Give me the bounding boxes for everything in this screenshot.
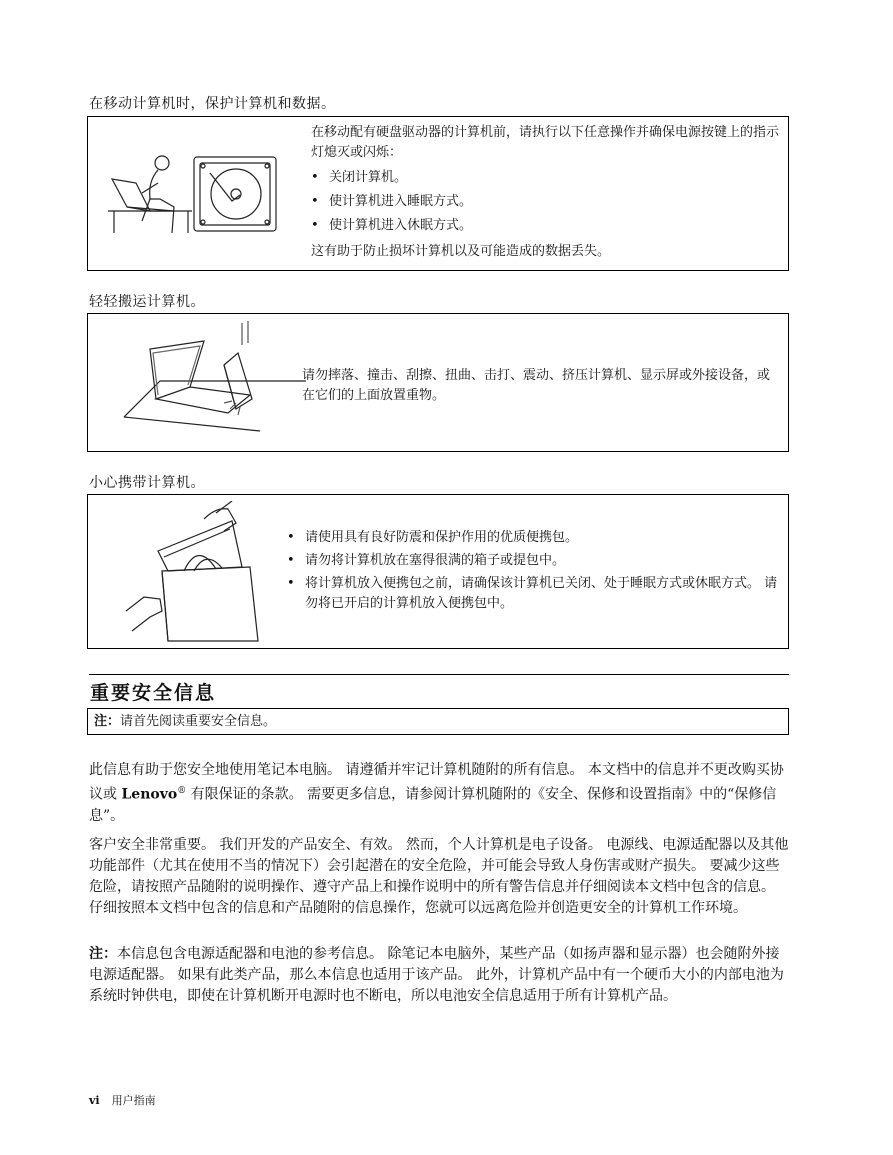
page-number: vi	[89, 1094, 100, 1107]
section-heading-carry: 小心携带计算机。	[89, 475, 205, 491]
para2-text: 客户安全非常重要。 我们开发的产品安全、有效。 然而，个人计算机是电子设备。 电源线、电源适配器以及其他功能部件（尤其在使用不当的情况下）会引起潜在的安全危险，并可能会导致人身伤害或财产损失。 要减少这些危险，请按照产品随附的说明操作、遵守产品上和操作说明中的所有警告信息并仔细阅读本文档中包含的信息。 仔细按照本文档中包含的信息和产品随附的信息操作，您就可以远离危险并创造更安全的计算机工作环境。	[89, 837, 789, 916]
para1-text-b: 有限保证的条款。 需要更多信息，请参阅计算机随附的《安全、保修和设置指南》中的“保修信息”。	[89, 786, 777, 824]
safety-paragraph-1	[89, 760, 791, 827]
safety-paragraph-2	[89, 835, 791, 919]
laptop-impact-illustration	[120, 319, 310, 444]
carry-bullet: • 请使用具有良好防震和保护作用的优质便携包。	[287, 528, 781, 548]
move-safety-box	[87, 116, 789, 271]
brand-name: Lenovo	[121, 786, 178, 803]
para3-text: 本信息包含电源适配器和电池的参考信息。 除笔记本电脑外，某些产品（如扬声器和显示器）也会随附外接电源适配器。 如果有此类产品，那么本信息也适用于该产品。 此外，计算机产品中有一个硬币大小的内部电池为系统时钟供电，即使在计算机断开电源时也不断电，所以电池安全信息适用于所有计算机产品。	[89, 946, 784, 1004]
move-outro: 这有助于防止损坏计算机以及可能造成的数据丢失。	[311, 244, 611, 259]
para3-note-label: 注：	[89, 946, 117, 962]
safety-note-box	[87, 708, 789, 735]
note-label: 注：	[94, 714, 121, 729]
section-heading-handle: 轻轻搬运计算机。	[89, 294, 205, 310]
note-text: 请首先阅读重要安全信息。	[120, 714, 277, 729]
carry-bag-illustration	[124, 501, 274, 645]
section-divider	[89, 674, 789, 675]
handle-safety-text: 请勿摔落、撞击、刮擦、扭曲、击打、震动、挤压计算机、显示屏或外接设备，或在它们的上面放置重物。	[302, 368, 771, 403]
move-intro: 在移动配有硬盘驱动器的计算机前，请执行以下任意操作并确保电源按键上的指示灯熄灭或闪烁：	[311, 125, 780, 160]
move-safety-text	[311, 123, 781, 262]
carry-bullet: • 将计算机放入便携包之前，请确保该计算机已关闭、处于睡眠方式或休眠方式。 请勿将已开启的计算机放入便携包中。	[287, 574, 781, 614]
section-heading-move: 在移动计算机时，保护计算机和数据。	[89, 96, 336, 112]
move-bullet: • 使计算机进入睡眠方式。	[311, 192, 781, 212]
safety-paragraph-3	[89, 944, 791, 1007]
carry-safety-text	[287, 528, 781, 614]
page-footer	[89, 1092, 156, 1108]
para1-text-a: 此信息有助于您安全地使用笔记本电脑。 请遵循并牢记计算机随附的所有信息。 本文档中的信息并不更改购买协议或	[89, 762, 784, 803]
document-title: 用户指南	[111, 1094, 156, 1107]
safety-section-title: 重要安全信息	[90, 682, 217, 704]
hard-drive-illustration	[102, 137, 302, 237]
move-bullet: • 使计算机进入休眠方式。	[311, 216, 781, 236]
carry-bullet: • 请勿将计算机放在塞得很满的箱子或提包中。	[287, 551, 781, 571]
handle-safety-box	[87, 313, 789, 452]
carry-safety-box	[87, 494, 789, 649]
registered-mark: ®	[177, 786, 187, 796]
move-bullet: • 关闭计算机。	[311, 168, 781, 188]
